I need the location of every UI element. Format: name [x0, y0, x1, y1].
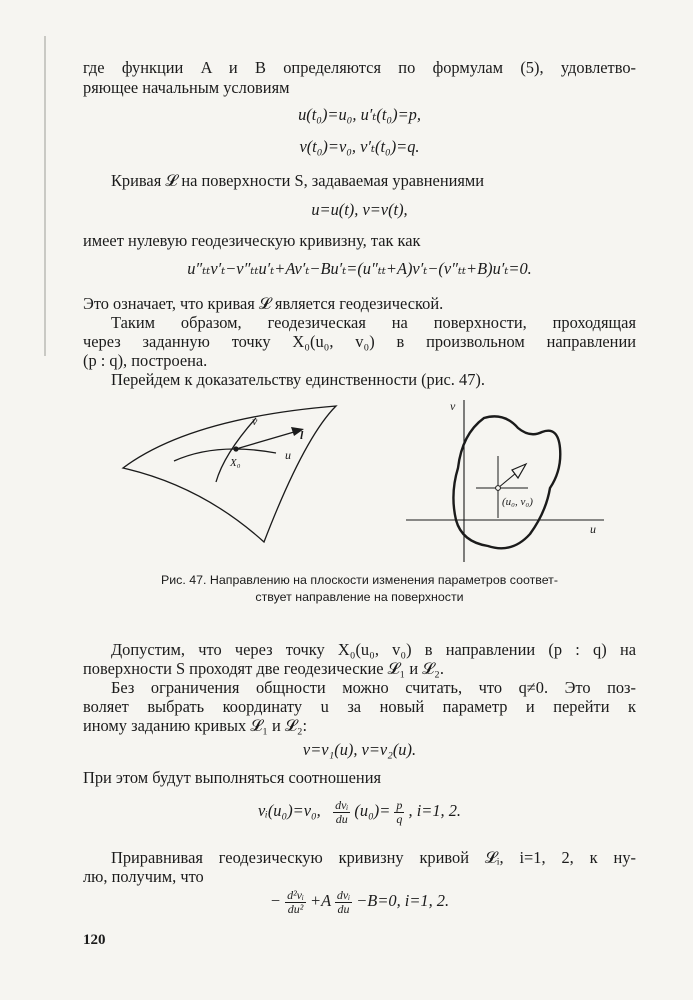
text-line: воляет выбрать координату u за новый параметр и перейти к	[83, 697, 636, 716]
figure-caption-line: Рис. 47. Направлению на плоскости изменения параметров соответ-	[161, 573, 558, 587]
equation-relations	[83, 798, 636, 826]
label-x0: X₀	[230, 457, 241, 469]
label-point: (u₀, v₀)	[502, 496, 533, 508]
text-line: Допустим, что через точку X₀(u₀, v₀) в направлении (p : q) на	[111, 640, 636, 659]
arrow-head-icon	[512, 464, 526, 478]
label-l: l	[300, 428, 304, 442]
point-x0	[233, 446, 238, 451]
surface-outline	[123, 406, 336, 542]
text-line: ряющее начальным условиям	[83, 78, 290, 97]
text-line: поверхности S проходят две геодезические 𝓛₁ и 𝓛₂.	[83, 659, 444, 678]
fraction-p-q: $\frac{p}{q}$	[396, 797, 403, 826]
label-axis-v: v	[450, 399, 456, 413]
figure-caption-line: ствует направление на поверхности	[255, 590, 464, 604]
fraction-dv-du: $\frac{\text{dvᵢ}}{du}$	[335, 797, 349, 826]
figure-surface	[118, 402, 354, 551]
eq6-left: vᵢ(u₀)=v₀,	[257, 801, 321, 820]
direction-l	[236, 432, 294, 449]
text-line: При этом будут выполняться соотношения	[83, 768, 382, 787]
text-line: через заданную точку X₀(u₀, v₀) в произвольном направлении	[83, 332, 636, 351]
text-line: Таким образом, геодезическая на поверхности, проходящая	[111, 313, 636, 332]
scan-margin-mark	[44, 36, 46, 356]
text-line: Приравнивая геодезическую кривизну кривой 𝓛ᵢ, i=1, 2, к ну-	[111, 848, 636, 867]
text-line: имеет нулевую геодезическую кривизну, так как	[83, 231, 421, 250]
label-u: u	[285, 448, 291, 462]
equation-geodesic-curvature: u″ₜₜv′ₜ−v″ₜₜu′ₜ+Av′ₜ−Bu′ₜ=(u″ₜₜ+A)v′ₜ−(v″ₜₜ+B)u′ₜ=0.	[187, 259, 532, 278]
eq7-mid: +A	[310, 891, 331, 910]
fraction-dv-du-2: $\frac{\text{dvᵢ}}{du}$	[336, 887, 351, 916]
text-line: лю, получим, что	[83, 867, 204, 886]
equation-curve: u=u(t), v=v(t),	[311, 200, 408, 219]
eq6-mid: (u₀)=	[354, 801, 391, 820]
text-line: Кривая 𝓛 на поверхности S, задаваемая уравнениями	[111, 171, 485, 190]
text-line: где функции A и B определяются по формулам (5), удовлетво-	[83, 58, 636, 77]
text-line: (p : q), построена.	[83, 351, 208, 370]
eq6-right: , i=1, 2.	[408, 801, 462, 820]
point-u0v0	[496, 486, 501, 491]
eq7-minus: −	[269, 891, 281, 910]
curve-u	[174, 449, 276, 461]
equation-new-parameter: v=v₁(u), v=v₂(u).	[302, 740, 417, 759]
text-line: Это означает, что кривая 𝓛 является геодезической.	[83, 294, 444, 313]
equation-second-order	[83, 888, 636, 916]
text-line: иному заданию кривых 𝓛₁ и 𝓛₂:	[83, 716, 308, 735]
page-number: 120	[83, 932, 106, 948]
text-line: Перейдем к доказательству единственности (рис. 47).	[111, 370, 485, 389]
domain-boundary	[453, 416, 560, 548]
fraction-d2v-du2: $\frac{\text{d²vᵢ}}{\text{du²}}$	[287, 887, 304, 916]
equation-initial-u: u(t₀)=u₀, u′ₜ(t₀)=p,	[298, 105, 421, 124]
figure-parameter-plane	[400, 394, 608, 571]
eq7-right: −B=0, i=1, 2.	[356, 891, 450, 910]
equation-initial-v: v(t₀)=v₀, v′ₜ(t₀)=q.	[299, 137, 420, 156]
text-line: Без ограничения общности можно считать, что q≠0. Это поз-	[111, 678, 636, 697]
label-v: v	[252, 414, 258, 428]
label-axis-u: u	[590, 522, 596, 536]
